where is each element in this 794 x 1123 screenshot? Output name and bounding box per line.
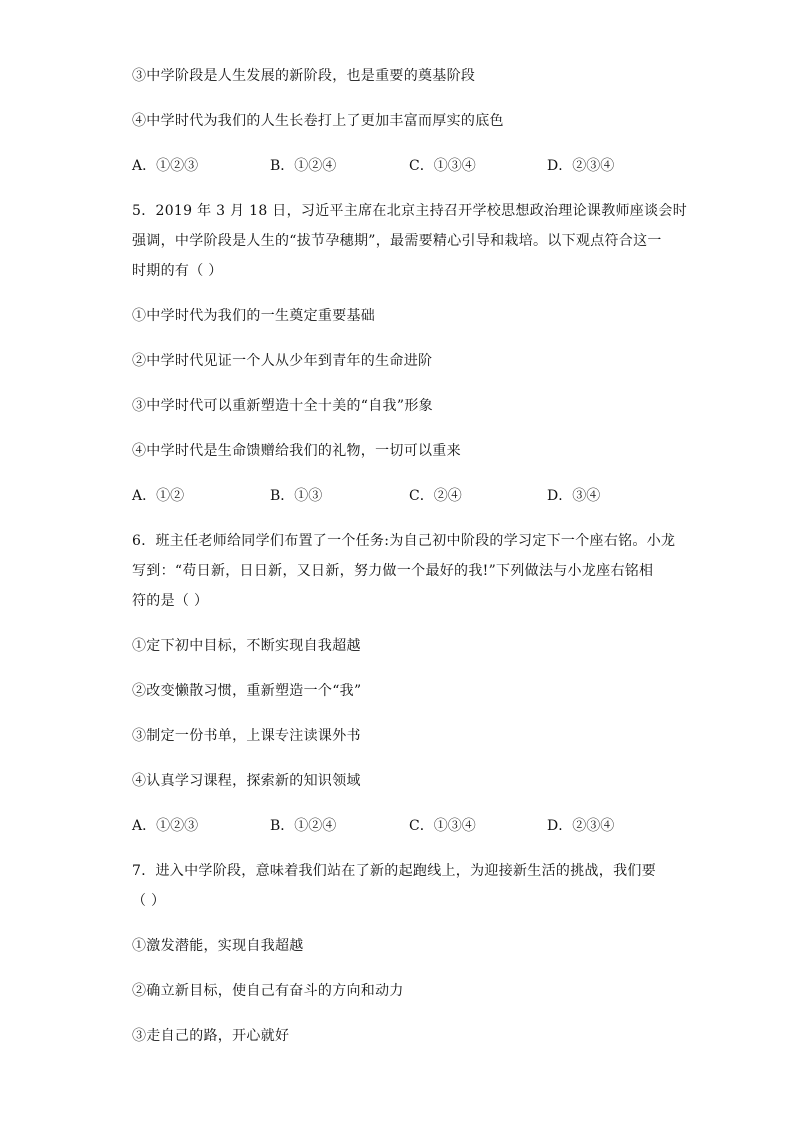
q4-option-a: A．①②③ (132, 158, 199, 174)
q6-stem-line-2: 写到：“苟日新，日日新，又日新，努力做一个最好的我!”下列做法与小龙座右铭相 (132, 563, 654, 579)
q5-item-4: ④中学时代是生命馈赠给我们的礼物，一切可以重来 (132, 443, 461, 459)
q7-item-1: ①激发潜能，实现自我超越 (132, 938, 304, 954)
q7-item-2: ②确立新目标，使自己有奋斗的方向和动力 (132, 983, 404, 999)
q6-option-d: D．②③④ (547, 818, 615, 834)
q7-stem-line-1: 7．进入中学阶段，意味着我们站在了新的起跑线上，为迎接新生活的挑战，我们要 (132, 863, 657, 879)
q5-option-c: C．②④ (409, 488, 462, 504)
q6-option-a: A．①②③ (132, 818, 199, 834)
q4-item-4: ④中学时代为我们的人生长卷打上了更加丰富而厚实的底色 (132, 113, 504, 129)
q5-option-b: B．①③ (270, 488, 323, 504)
q6-option-c: C．①③④ (409, 818, 476, 834)
q4-option-c: C．①③④ (409, 158, 476, 174)
q4-option-d: D．②③④ (547, 158, 615, 174)
q6-item-1: ①定下初中目标，不断实现自我超越 (132, 638, 361, 654)
q5-stem-line-2: 强调，中学阶段是人生的“拔节孕穗期”，最需要精心引导和栽培。以下观点符合这一 (132, 233, 662, 249)
q6-item-3: ③制定一份书单，上课专注读课外书 (132, 728, 361, 744)
q5-stem-line-1: 5．2019 年 3 月 18 日，习近平主席在北京主持召开学校思想政治理论课教师座谈会时 (132, 203, 688, 219)
q6-stem-line-3: 符的是（ ） (132, 593, 209, 609)
q5-item-3: ③中学时代可以重新塑造十全十美的“自我”形象 (132, 398, 433, 414)
q5-option-a: A．①② (132, 488, 185, 504)
q5-item-1: ①中学时代为我们的一生奠定重要基础 (132, 308, 376, 324)
q6-item-2: ②改变懒散习惯，重新塑造一个“我” (132, 683, 362, 699)
q5-stem-line-3: 时期的有（ ） (132, 263, 223, 279)
q4-item-3: ③中学阶段是人生发展的新阶段，也是重要的奠基阶段 (132, 68, 476, 84)
q5-item-2: ②中学时代见证一个人从少年到青年的生命进阶 (132, 353, 433, 369)
q6-stem-line-1: 6．班主任老师给同学们布置了一个任务:为自己初中阶段的学习定下一个座右铭。小龙 (132, 533, 676, 549)
q7-stem-line-2: （ ） (132, 893, 166, 909)
q5-option-d: D．③④ (547, 488, 601, 504)
q6-item-4: ④认真学习课程，探索新的知识领域 (132, 773, 361, 789)
q4-option-b: B．①②④ (270, 158, 337, 174)
q6-option-b: B．①②④ (270, 818, 337, 834)
q7-item-3: ③走自己的路，开心就好 (132, 1028, 290, 1044)
